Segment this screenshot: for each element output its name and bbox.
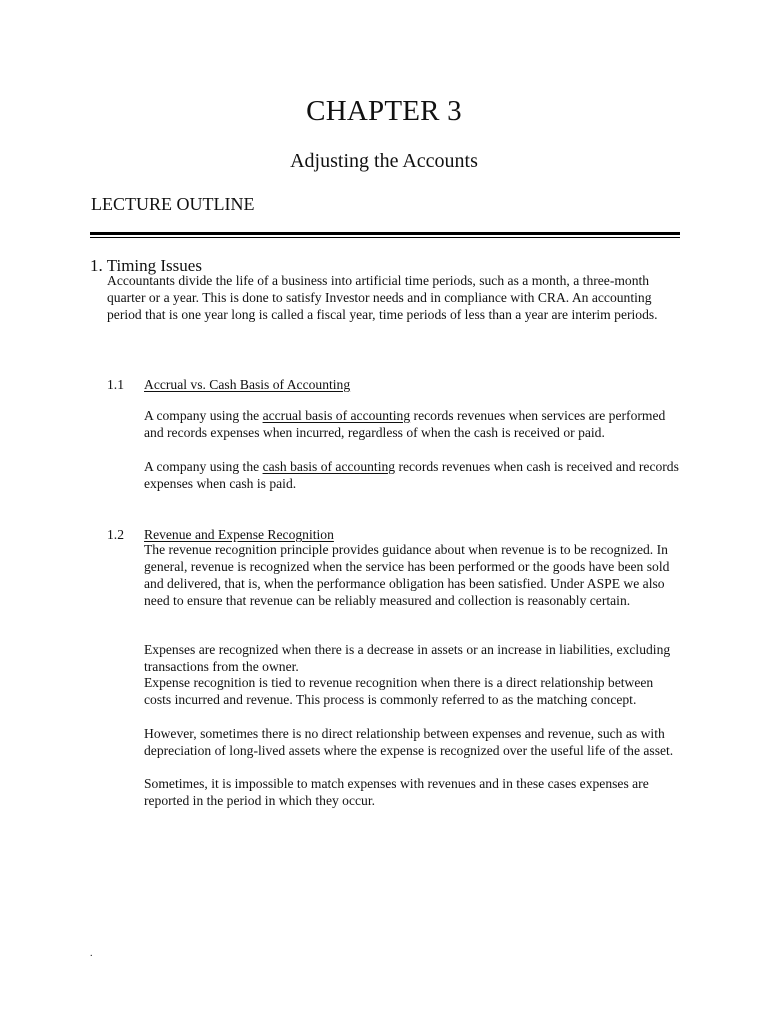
subsection-title-revenue-expense-recognition: Revenue and Expense Recognition: [144, 527, 334, 542]
paragraph-cash-basis: [144, 459, 680, 493]
paragraph-accrual-basis: [144, 408, 680, 442]
chapter-title: CHAPTER 3: [306, 95, 462, 127]
subsection-number: 1.1: [107, 377, 124, 392]
lecture-outline-heading: LECTURE OUTLINE: [91, 194, 255, 214]
section-body-timing-issues: Accountants divide the life of a business into artificial time periods, such as a month, a three-month quarter or a year. This is done to satisfy Investor needs and in compliance with CRA. An accounting period that is one year long is called a fiscal year, time periods of less than a year are interim periods.: [107, 273, 658, 322]
subsection-title-accrual-vs-cash: Accrual vs. Cash Basis of Accounting: [144, 377, 351, 392]
paragraph-text: records revenues when services are performed and records expenses when incurred, regardless of when the cash is received or paid.: [144, 408, 666, 440]
paragraph-text: A company using the: [144, 459, 263, 474]
chapter-subtitle: Adjusting the Accounts: [290, 150, 478, 172]
section-heading-timing-issues: 1. Timing Issues: [90, 256, 202, 275]
term-accrual-basis: accrual basis of accounting: [262, 408, 411, 423]
paragraph-expenses-recognized: Expenses are recognized when there is a decrease in assets or an increase in liabilities, excluding transactions from the owner.: [144, 642, 671, 674]
paragraph-impossible-to-match: Sometimes, it is impossible to match expenses with revenues and in these cases expenses are reported in the period in which they occur.: [144, 776, 649, 808]
term-cash-basis: cash basis of accounting: [262, 459, 396, 474]
paragraph-no-direct-relationship: However, sometimes there is no direct relationship between expenses and revenue, such as with depreciation of long-lived assets where the expense is recognized over the useful life of the asset.: [144, 726, 674, 758]
footer-mark: .: [90, 948, 93, 959]
paragraph-expense-recognition-matching: Expense recognition is tied to revenue recognition when there is a direct relationship between costs incurred and revenue. This process is commonly referred to as the matching concept.: [144, 675, 654, 707]
paragraph-text: A company using the: [144, 408, 263, 423]
heading-rule-thin: [90, 237, 680, 238]
heading-rule-thick: [90, 232, 680, 235]
paragraph-revenue-recognition: The revenue recognition principle provides guidance about when revenue is to be recognized. In general, revenue is recognized when the service has been performed or the goods have been sold and delivered, that is, when the performance obligation has been satisfied. Under ASPE we also need to ensure that revenue can be reliably measured and collection is reasonably certain.: [144, 542, 670, 608]
subsection-number: 1.2: [107, 527, 124, 542]
paragraph-text: records revenues when cash is received and records expenses when cash is paid.: [144, 459, 679, 491]
